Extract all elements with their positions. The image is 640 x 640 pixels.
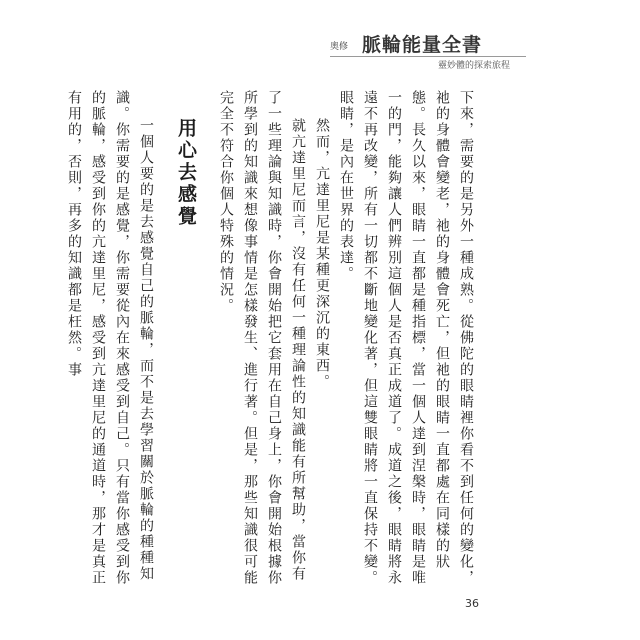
header-rule (330, 56, 526, 57)
page-number: 36 (465, 597, 479, 610)
paragraph: 然而，亢達里尼是某種更深沉的東西。 (314, 118, 330, 390)
header-subtitle: 靈妙體的探索旅程 (438, 61, 511, 71)
paragraph: 一個人要的是去感覺自己的脈輪，而不是去學習關於脈輪的種種知識。你需要的是感覺，你需要從內在來感受到自己。只有當你感受到你的脈輪，感受到你的亢達里尼，感受到亢達里尼的通道時，那才是真正有用的，否則，再多的知識都是枉然。事 (66, 90, 154, 586)
header-series: 奧修 (330, 42, 349, 52)
paragraph: 就亢達里尼而言，沒有任何一種理論性的知識能有所幫助，當你有了一些理論與知識時，你會開始把它套用在自己身上，你會開始根據你所學到的知識來想像事情是怎樣發生、進行著。但是，那些知識很可能完全不符合你個人特殊的情況。 (218, 90, 306, 586)
header-title: 脈輪能量全書 (362, 34, 483, 56)
paragraph-continuation: 下來，需要的是另外一種成熟。從佛陀的眼睛裡你看不到任何的變化，祂的身體會變老，祂的身體會死亡，但祂的眼睛一直都處在同樣的狀態。長久以來，眼睛一直都是種指標，當一個人達到涅槃時，眼睛是唯一的門，能夠讓人們辨別這個人是否真正成道了。成道之後，眼睛將永遠不再改變，所有一切都不斷地變化著，但這雙眼睛將一直保持不變。眼睛，是內在世界的表達。 (338, 90, 474, 586)
running-header (330, 30, 526, 70)
body-text (66, 90, 478, 593)
section-heading: 用心去感覺 (175, 118, 197, 228)
